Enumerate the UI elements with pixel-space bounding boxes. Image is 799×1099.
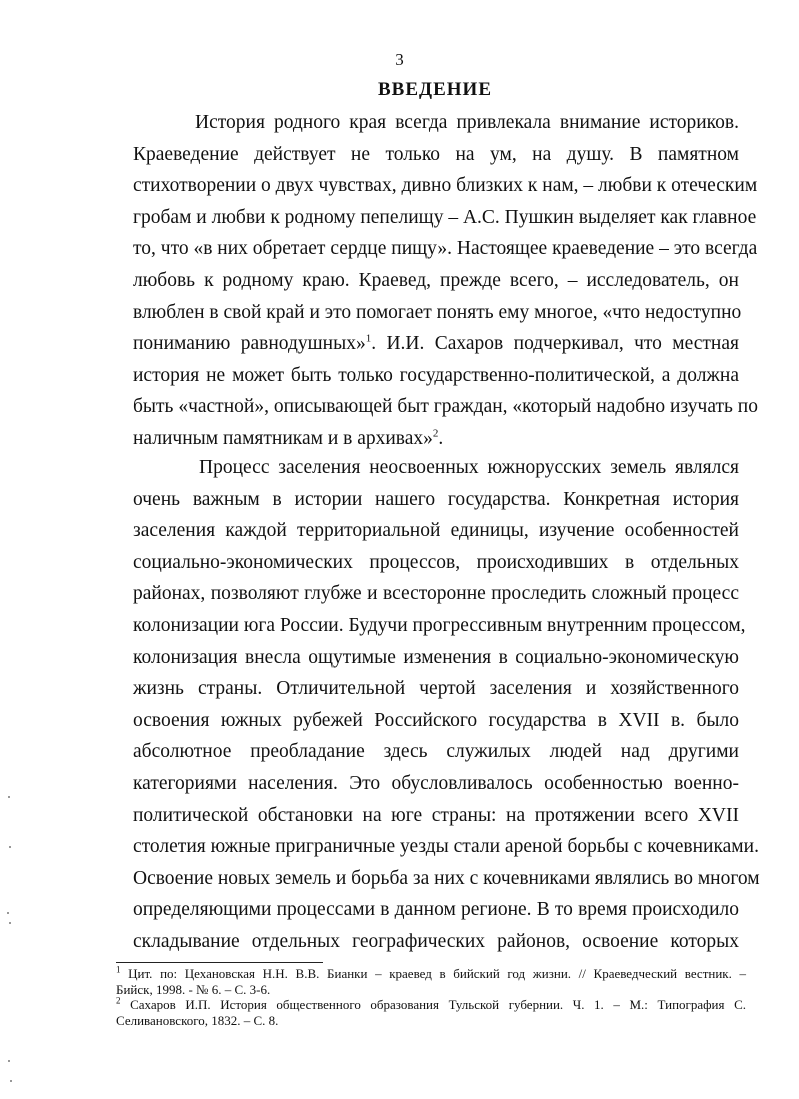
paragraph-colonization: [133, 452, 760, 958]
paragraph-line: жизнь страны. Отличительной чертой заселения и хозяйственного: [133, 678, 739, 700]
footnote-line: [116, 997, 746, 1013]
footnote-divider: [116, 962, 323, 963]
text-run: Сахаров И.П. История общественного образования Тульской губернии. Ч. 1. – М.: Типография С.: [120, 997, 746, 1012]
paragraph-line: гробам и любви к родному пепелищу – А.С. Пушкин выделяет как главное: [133, 206, 757, 228]
footnote-2: [116, 997, 746, 1028]
scan-speck: [10, 1080, 12, 1082]
footnote-line: Бийск, 1998. - № 6. – С. 3-6.: [116, 981, 271, 997]
footnote-line: [116, 966, 746, 982]
paragraph-line: любовь к родному краю. Краевед, прежде всего, – исследователь, он: [133, 269, 739, 291]
paragraph-line: освоения южных рубежей Российского государства в XVII в. было: [133, 709, 739, 731]
paragraph-line: заселения каждой территориальной единицы, изучение особенностей: [133, 520, 739, 542]
paragraph-introduction: [133, 107, 758, 455]
paragraph-line: История родного края всегда привлекала внимание историков.: [195, 112, 739, 133]
scan-speck: [9, 922, 11, 924]
footnote-mark: 2: [116, 995, 121, 1006]
scan-speck: [8, 796, 10, 798]
paragraph-line: стихотворении о двух чувствах, дивно близких к нам, – любви к отеческим: [133, 175, 758, 197]
scan-speck: [7, 912, 9, 914]
paragraph-line: влюблен в свой край и это помогает понять ему многое, «что недоступно: [133, 301, 742, 323]
paragraph-line: столетия южные приграничные уезды стали ареной борьбы с кочевниками.: [133, 836, 759, 858]
paragraph-line: быть «частной», описывающей быт граждан, «который надобно изучать по: [133, 396, 758, 418]
footnote-reference: 1: [365, 332, 372, 345]
text-run: . И.И. Сахаров подчеркивал, что местная: [371, 333, 739, 355]
paragraph-line: история не может быть только государственно-политической, а должна: [133, 364, 739, 386]
page-number: 3: [395, 50, 404, 69]
paragraph-line: абсолютное преобладание здесь служилых людей над другими: [133, 741, 739, 763]
paragraph-line-with-footnote: [133, 423, 739, 455]
paragraph-line: районах, позволяют глубже и всесторонне проследить сложный процесс: [133, 583, 739, 605]
text-run: наличным памятникам и в архивах»: [133, 427, 433, 449]
scan-speck: [9, 846, 11, 848]
footnote-mark: 1: [116, 964, 121, 975]
paragraph-line-with-footnote: [133, 328, 739, 360]
paragraph-line: категориями населения. Это обусловливалось особенностью военно-: [133, 772, 739, 794]
paragraph-line: Освоение новых земель и борьба за них с кочевниками являлись во многом: [133, 867, 760, 889]
paragraph-line: то, что «в них обретает сердце пищу». Настоящее краеведение – это всегда: [133, 238, 758, 260]
paragraph-line: определяющими процессами в данном регионе. В то время происходило: [133, 899, 739, 921]
footnotes: [116, 966, 746, 1028]
paragraph-line: социально-экономических процессов, происходивших в отдельных: [133, 551, 739, 573]
paragraph-line: складывание отдельных географических районов, освоение которых: [133, 930, 739, 952]
footnote-line: Селивановского, 1832. – С. 8.: [116, 1012, 279, 1028]
paragraph-line: очень важным в истории нашего государства. Конкретная история: [133, 488, 739, 510]
page-title: ВВЕДЕНИЕ: [378, 79, 492, 100]
paragraph-line: политической обстановки на юге страны: на протяжении всего XVII: [133, 804, 739, 826]
footnote-reference: 2: [432, 427, 439, 440]
paragraph-line: Краеведение действует не только на ум, на душу. В памятном: [133, 143, 739, 165]
paragraph-line: колонизации юга России. Будучи прогрессивным внутренним процессом,: [133, 614, 746, 636]
paragraph-line: колонизация внесла ощутимые изменения в социально-экономическую: [133, 646, 739, 668]
text-run: пониманию равнодушных»: [133, 333, 366, 355]
text-run: Цит. по: Цехановская Н.Н. В.В. Бианки – краевед в бийский год жизни. // Краеведческий вестник. –: [120, 966, 746, 981]
text-run: .: [438, 427, 444, 449]
paragraph-line: Процесс заселения неосвоенных южнорусских земель являлся: [199, 457, 739, 478]
scan-speck: [8, 1060, 10, 1062]
footnote-1: [116, 966, 746, 997]
